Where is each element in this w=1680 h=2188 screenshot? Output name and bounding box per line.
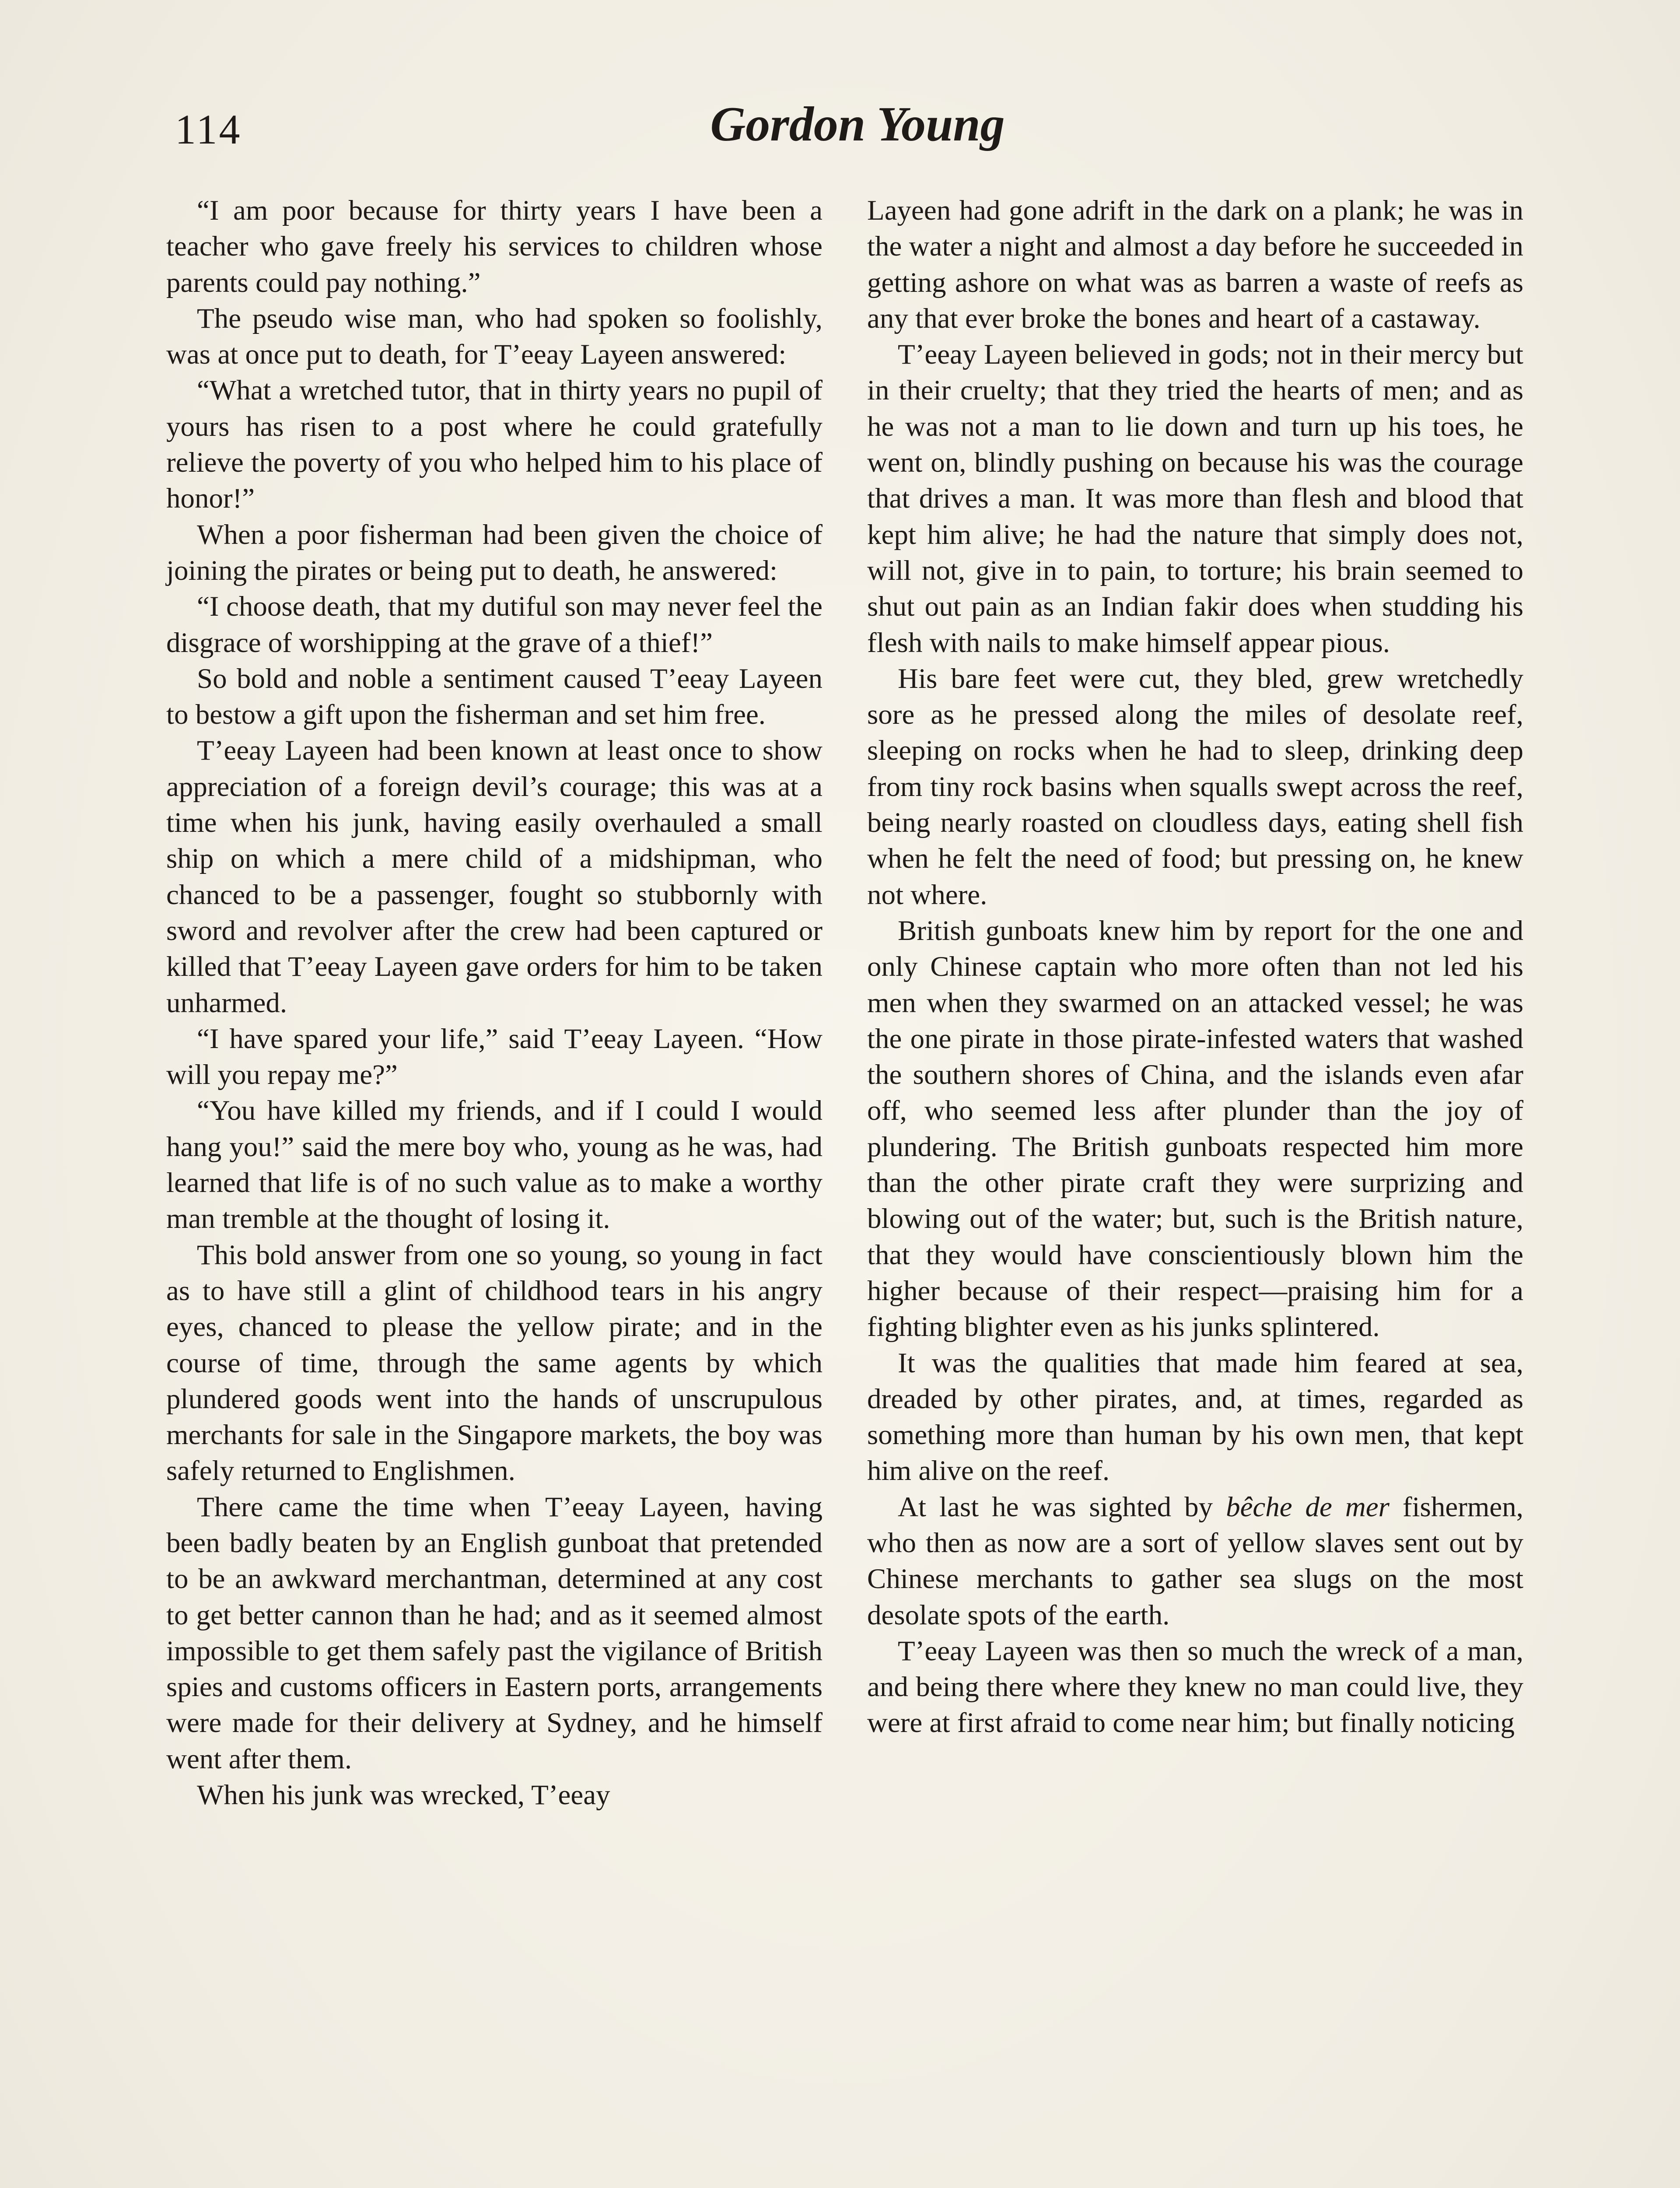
paragraph: T’eeay Layeen had been known at least once to show appreciation of a foreign devil’s courage; this was at a time when his junk, having easily overhauled a small ship on which a mere child of a midshipman, who chanced to be a passenger, fought so stubbornly with sword and revolver after the crew had been captured or killed that T’eeay Layeen gave orders for him to be taken unharmed. (166, 735, 822, 1019)
right-column (867, 193, 1523, 1741)
paragraph: “I choose death, that my dutiful son may never feel the disgrace of worshipping at the grave of a thief!” (166, 591, 822, 659)
page-number: 114 (175, 106, 242, 153)
paragraph: “What a wretched tutor, that in thirty years no pupil of yours has risen to a post where he could gratefully relieve the poverty of you who helped him to his place of honor!” (166, 375, 822, 515)
paragraph: The pseudo wise man, who had spoken so foolishly, was at once put to death, for T’eeay Layeen answered: (166, 302, 822, 371)
paragraph-beche-de-mer (867, 1489, 1523, 1633)
italic-term: bêche de mer (1226, 1491, 1390, 1523)
left-column (166, 193, 822, 1813)
paragraph: T’eeay Layeen was then so much the wreck of a man, and being there where they knew no man could live, they were at first afraid to come near him; but finally noticing (867, 1635, 1523, 1739)
paragraph: “I have spared your life,” said T’eeay Layeen. “How will you repay me?” (166, 1023, 822, 1091)
continued-paragraph: Layeen had gone adrift in the dark on a plank; he was in the water a night and almost a day before he succeeded in getting ashore on what was as barren a waste of reefs as any that ever broke the bones and heart of a castaway. (867, 195, 1523, 334)
paragraph: When his junk was wrecked, T’eeay (197, 1779, 610, 1811)
paragraph: There came the time when T’eeay Layeen, having been badly beaten by an English gunboat that pretended to be an awkward merchantman, determined at any cost to get better cannon than he had; and as it seemed almost impossible to get them safely past the vigilance of British spies and customs officers in Eastern ports, arrangements were made for their delivery at Sydney, and he himself went after them. (166, 1491, 822, 1775)
paragraph: It was the qualities that made him feared at sea, dreaded by other pirates, and, at times, regarded as something more than human by his own men, that kept him alive on the reef. (867, 1347, 1523, 1487)
paragraph: British gunboats knew him by report for the one and only Chinese captain who more often than not led his men when they swarmed on an attacked vessel; he was the one pirate in those pirate-infested waters that washed the southern shores of China, and the islands even afar off, who seemed less after plunder than the joy of plundering. The British gunboats respected him more than the other pirate craft they were surprizing and blowing out of the water; but, such is the British nature, that they would have conscientiously blown him the higher because of their respect—praising him for a fighting blighter even as his junks splintered. (867, 915, 1523, 1343)
paragraph: This bold answer from one so young, so young in fact as to have still a glint of childhood tears in his angry eyes, chanced to please the yellow pirate; and in the course of time, through the same agents by which plundered goods went into the hands of unscrupulous merchants for sale in the Singapore markets, the boy was safely returned to Englishmen. (166, 1239, 822, 1487)
page-header (175, 96, 1540, 166)
paragraph: “You have killed my friends, and if I could I would hang you!” said the mere boy who, young as he was, had learned that life is of no such value as to make a worthy man tremble at the thought of losing it. (166, 1095, 822, 1235)
paragraph: T’eeay Layeen believed in gods; not in their mercy but in their cruelty; that they tried the hearts of men; and as he was not a man to lie down and turn up his toes, he went on, blindly pushing on because his was the courage that drives a man. It was more than flesh and blood that kept him alive; he had the nature that simply does not, will not, give in to pain, to torture; his brain seemed to shut out pain as an Indian fakir does when studding his flesh with nails to make himself appear pious. (867, 339, 1523, 659)
text-run: fishermen, who then as now are a sort of yellow slaves sent out by Chinese merchants to gather sea slugs on the most desolate spots of the earth. (867, 1491, 1524, 1631)
paragraph: When a poor fisherman had been given the choice of joining the pirates or being put to death, he answered: (166, 519, 822, 586)
text-run: At last he was sighted by (898, 1491, 1226, 1523)
running-title: Gordon Young (710, 97, 1005, 151)
paragraph: “I am poor because for thirty years I have been a teacher who gave freely his services to children whose parents could pay nothing.” (166, 195, 822, 298)
paragraph: So bold and noble a sentiment caused T’eeay Layeen to bestow a gift upon the fisherman and set him free. (166, 663, 822, 731)
paragraph: His bare feet were cut, they bled, grew wretchedly sore as he pressed along the miles of desolate reef, sleeping on rocks when he had to sleep, drinking deep from tiny rock basins when squalls swept across the reef, being nearly roasted on cloudless days, eating shell fish when he felt the need of food; but pressing on, he knew not where. (867, 663, 1523, 911)
